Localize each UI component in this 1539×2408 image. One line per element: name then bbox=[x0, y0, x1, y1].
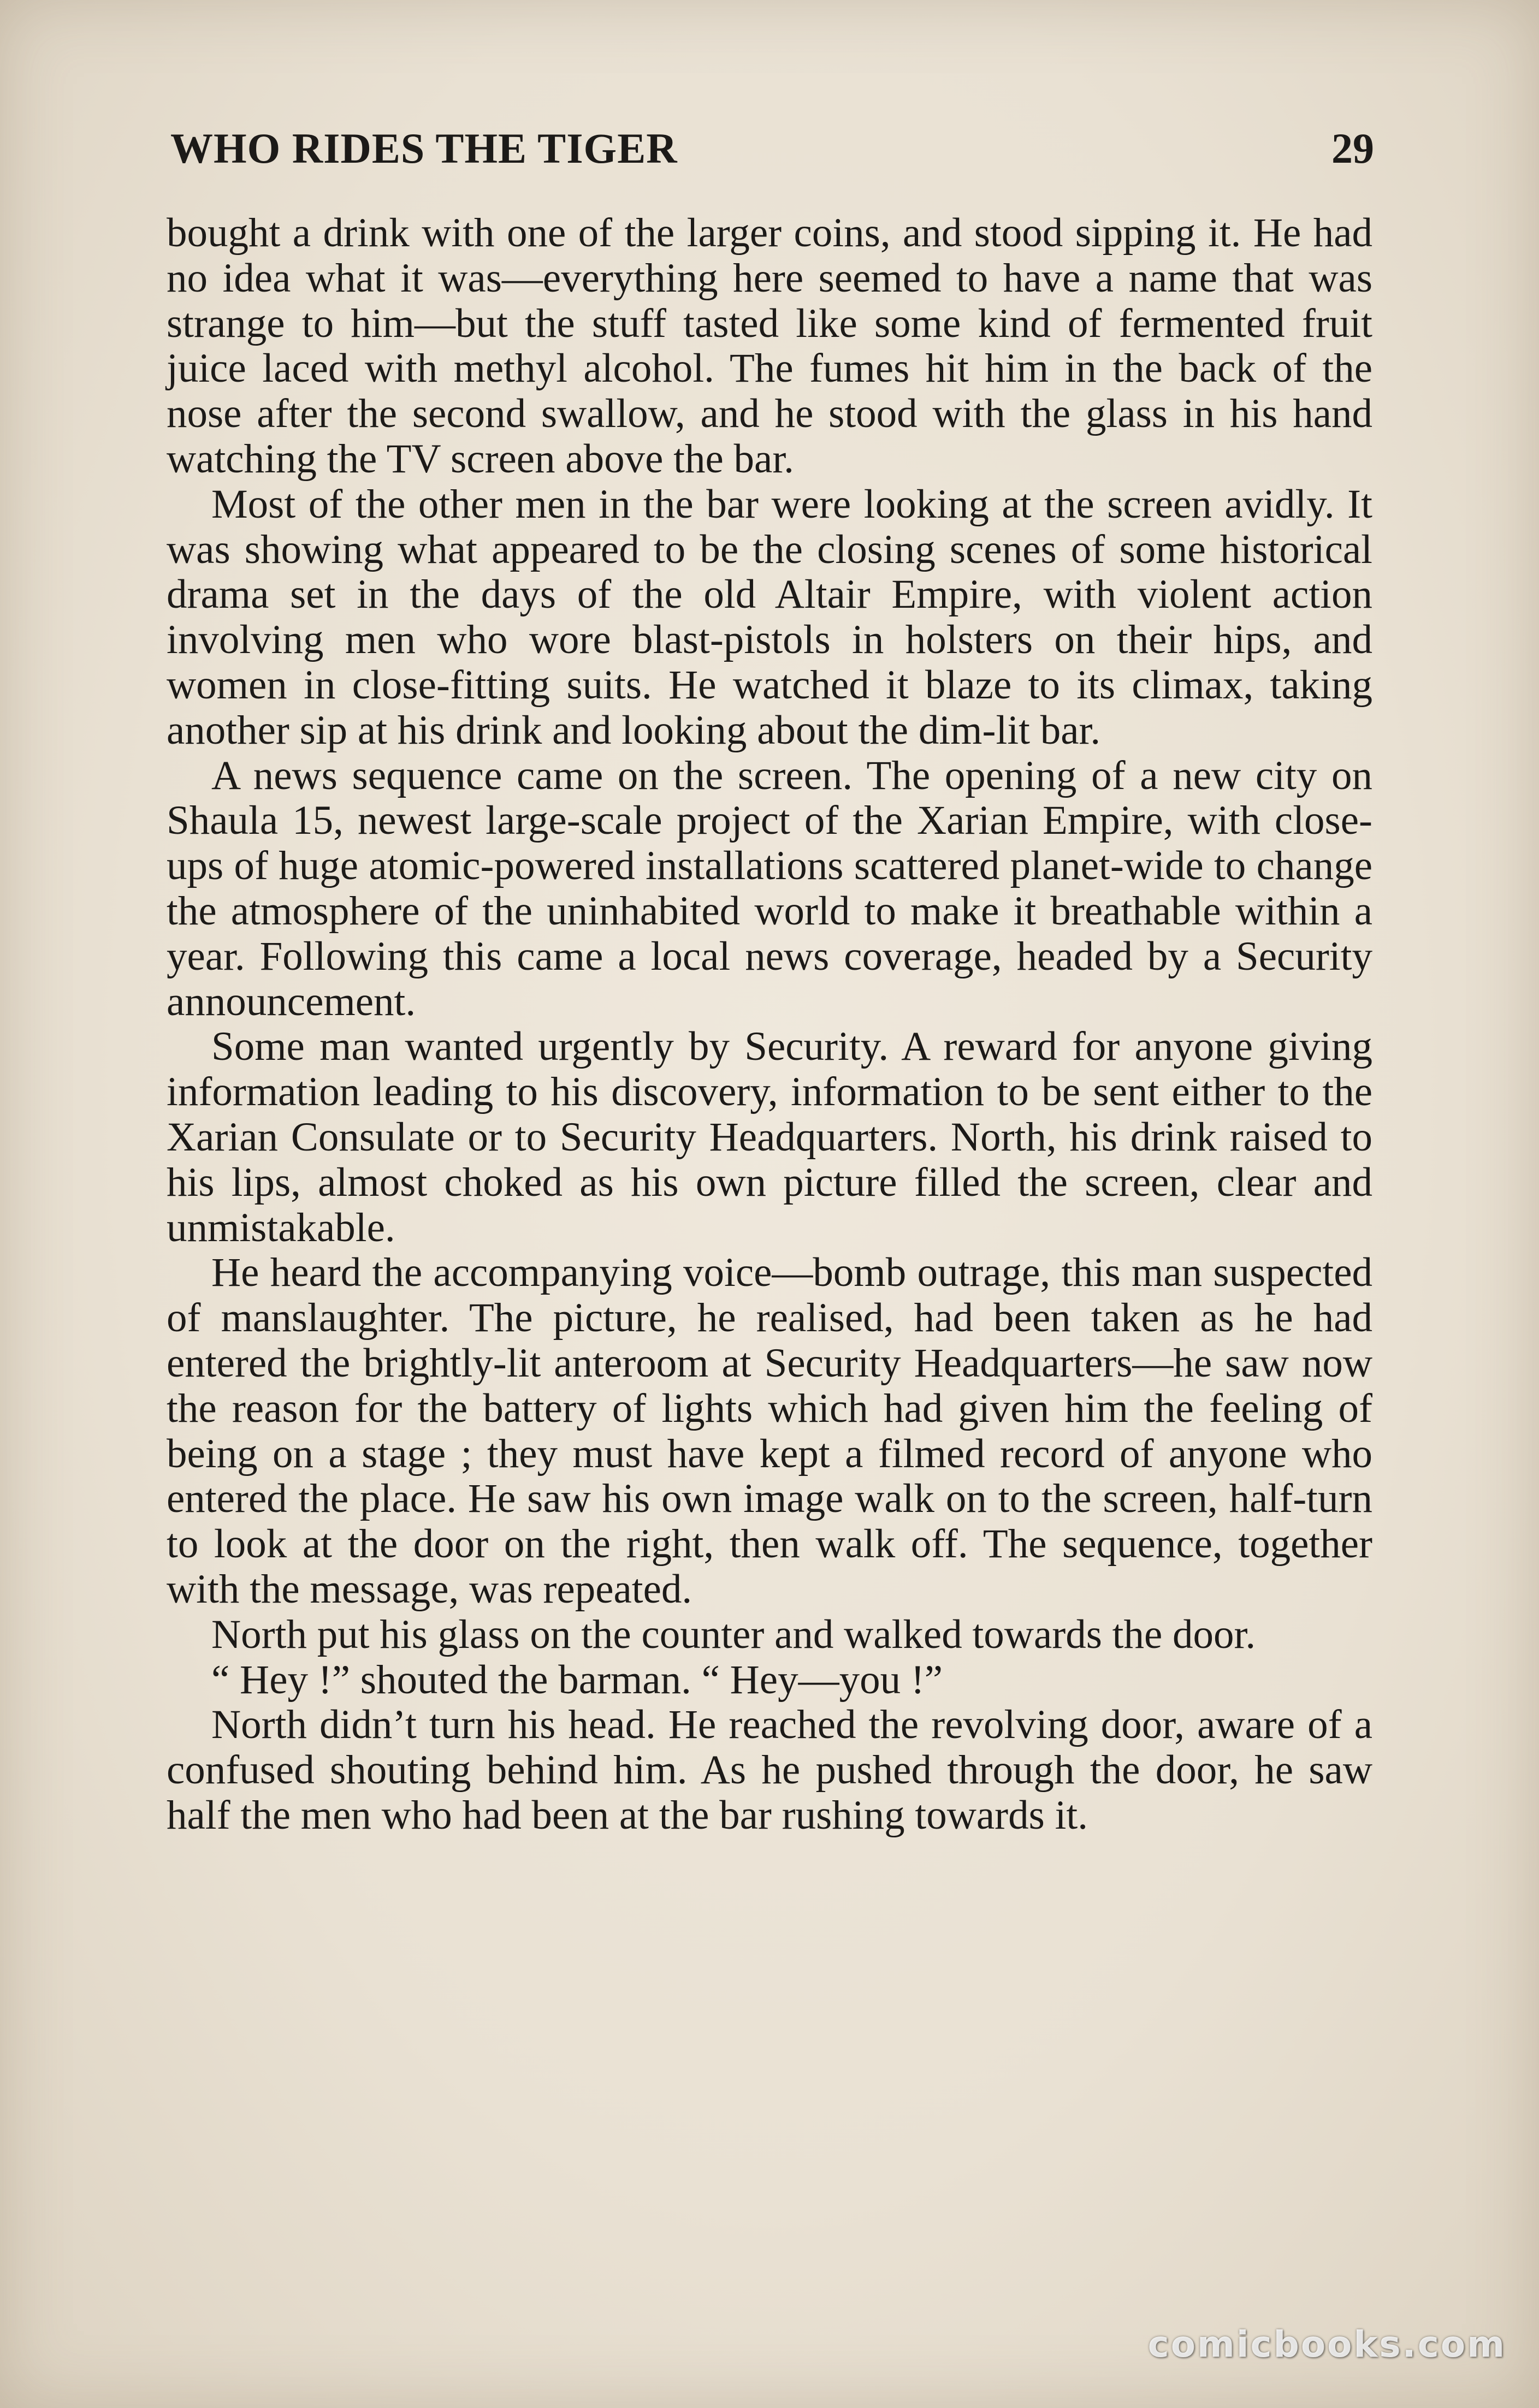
page-number: 29 bbox=[1331, 124, 1374, 172]
running-head bbox=[170, 121, 1374, 176]
paragraph: Some man wanted urgently by Security. A reward for anyone giving information leading to his discovery, information to be sent either to the Xarian Consulate or to Security Headquarters. North, his drink raised to his lips, almost choked as his own picture filled the screen, clear and unmistakable. bbox=[167, 1024, 1372, 1250]
paragraph: Most of the other men in the bar were looking at the screen avidly. It was showing what appeared to be the closing scenes of some historical drama set in the days of the old Altair Empire, with violent action involving men who wore blast-pistols in holsters on their hips, and women in close-fitting suits. He watched it blaze to its climax, taking another sip at his drink and looking about the dim-lit bar. bbox=[167, 481, 1372, 753]
paragraph: North didn’t turn his head. He reached the revolving door, aware of a confused shouting behind him. As he pushed through the door, he saw half the men who had been at the bar rushing towards it. bbox=[167, 1702, 1372, 1838]
running-title: WHO RIDES THE TIGER bbox=[170, 124, 678, 172]
watermark: comicbooks.com bbox=[1147, 2323, 1506, 2365]
paragraph: “ Hey !” shouted the barman. “ Hey—you !” bbox=[211, 1657, 943, 1703]
paragraph: A news sequence came on the screen. The opening of a new city on Shaula 15, newest large-scale project of the Xarian Empire, with close-ups of huge atomic-powered installations scattered planet-wide to change the atmosphere of the uninhabited world to make it breathable within a year. Following this came a local news coverage, headed by a Security announcement. bbox=[167, 752, 1372, 1024]
paragraph: North put his glass on the counter and walked towards the door. bbox=[211, 1611, 1256, 1657]
body-text bbox=[167, 211, 1372, 1838]
paragraph: bought a drink with one of the larger coins, and stood sipping it. He had no idea what it was—everything here seemed to have a name that was strange to him—but the stuff tasted like some kind of fermented fruit juice laced with methyl alcohol. The fumes hit him in the back of the nose after the second swallow, and he stood with the glass in his hand watching the TV screen above the bar. bbox=[167, 210, 1372, 482]
paragraph: He heard the accompanying voice—bomb outrage, this man suspected of manslaughter. The picture, he realised, had been taken as he had entered the brightly-lit anteroom at Security Headquarters—he saw now the reason for the battery of lights which had given him the feeling of being on a stage ; they must have kept a filmed record of anyone who entered the place. He saw his own image walk on to the screen, half-turn to look at the door on the right, then walk off. The sequence, together with the message, was repeated. bbox=[167, 1250, 1372, 1612]
